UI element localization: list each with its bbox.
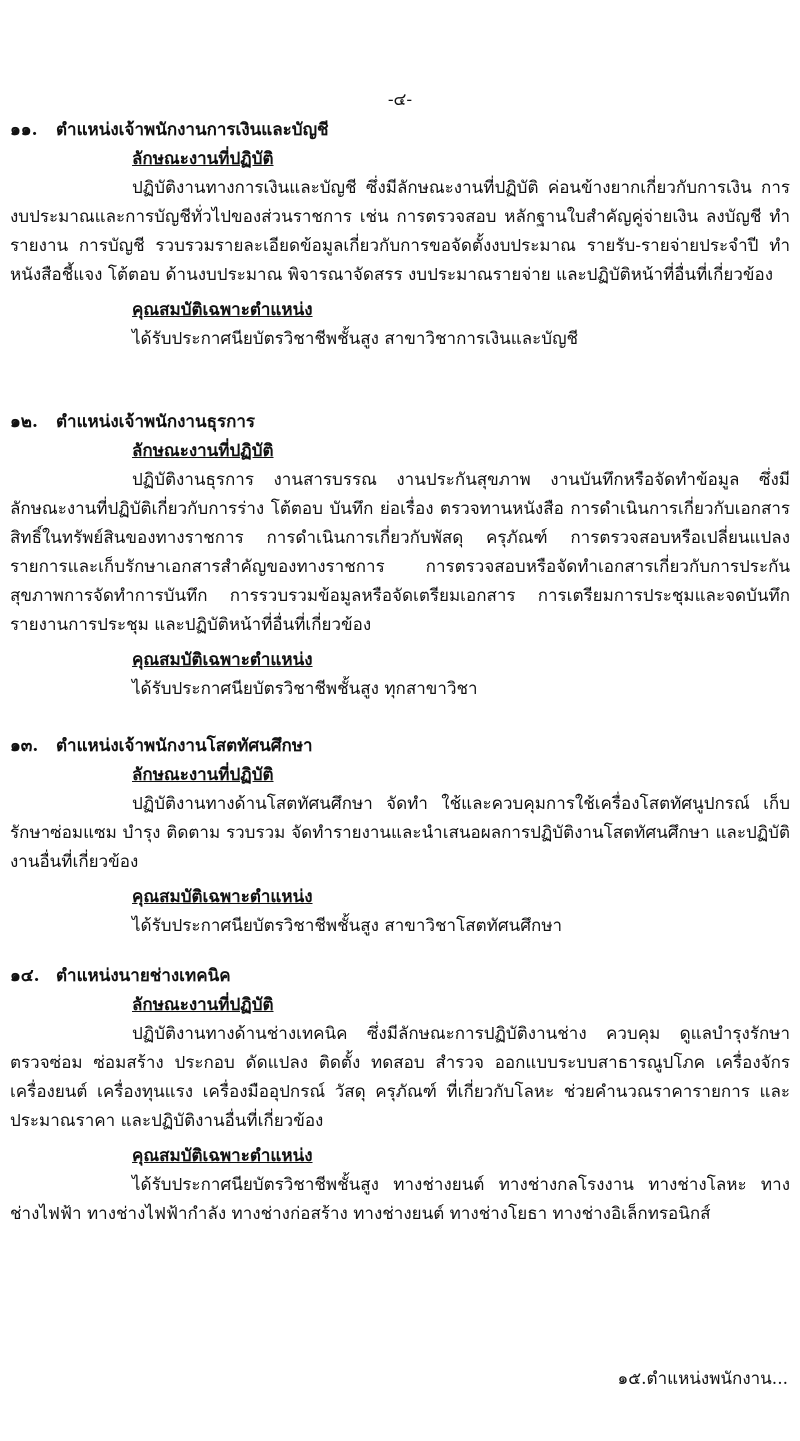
duty-heading: ลักษณะงานที่ปฏิบัติ [132,765,274,785]
qualification-heading: คุณสมบัติเฉพาะตำแหน่ง [132,1146,313,1166]
section-title: ตำแหน่งเจ้าพนักงานโสตทัศนศึกษา [56,736,313,756]
section-number: ๑๑. [10,120,38,140]
duty-heading: ลักษณะงานที่ปฏิบัติ [132,149,274,169]
duty-text: ปฏิบัติงานทางการเงินและบัญชี ซึ่งมีลักษณะงานที่ปฏิบัติ ค่อนข้างยากเกี่ยวกับการเงิน การงบประมาณและการบัญชีทั่วไปของส่วนราชการ เช่น การตรวจสอบ หลักฐานใบสำคัญคู่จ่ายเงิน ลงบัญชี ทำรายงาน การบัญชี รวบรวมรายละเอียดข้อมูลเกี่ยวกับการขอจัดตั้งงบประมาณ รายรับ-รายจ่ายประจำปี ทำหนังสือชี้แจง โต้ตอบ ด้านงบประมาณ พิจารณาจัดสรร งบประมาณรายจ่าย และปฏิบัติหน้าที่อื่นที่เกี่ยวข้อง [10,178,790,285]
section-heading [10,962,790,991]
qualification-text: ได้รับประกาศนียบัตรวิชาชีพชั้นสูง สาขาวิชาโสตทัศนศึกษา [132,916,563,936]
duty-text: ปฏิบัติงานธุรการ งานสารบรรณ งานประกันสุขภาพ งานบันทึกหรือจัดทำข้อมูล ซึ่งมีลักษณะงานที่ปฏิบัติเกี่ยวกับการร่าง โต้ตอบ บันทึก ย่อเรื่อง ตรวจทานหนังสือ การดำเนินการเกี่ยวกับเอกสารสิทธิ์ในทรัพย์สินของทางราชการ การดำเนินการเกี่ยวกับพัสดุ ครุภัณฑ์ การตรวจสอบหรือเปลี่ยนแปลงรายการและเก็บรักษาเอกสารสำคัญของทางราชการ การตรวจสอบหรือจัดทำเอกสารเกี่ยวกับการประกันสุขภาพการจัดทำการบันทึก การรวบรวมข้อมูลหรือจัดเตรียมเอกสาร การเตรียมการประชุมและจดบันทึกรายงานการประชุม และปฏิบัติหน้าที่อื่นที่เกี่ยวข้อง [10,470,790,635]
section-heading [10,732,790,761]
continuation-note: ๑๕.ตำแหน่งพนักงาน... [617,1369,788,1389]
qualification-heading: คุณสมบัติเฉพาะตำแหน่ง [132,650,313,670]
section-heading [10,116,790,145]
section-title: ตำแหน่งเจ้าพนักงานการเงินและบัญชี [56,120,329,140]
duty-text: ปฏิบัติงานทางด้านโสตทัศนศึกษา จัดทำ ใช้และควบคุมการใช้เครื่องโสตทัศนูปกรณ์ เก็บรักษาซ่อมแซม บำรุง ติดตาม รวบรวม จัดทำรายงานและนำเสนอผลการปฏิบัติงานโสตทัศนศึกษา และปฏิบัติงานอื่นที่เกี่ยวข้อง [10,794,790,872]
page-number: -๔- [387,90,413,110]
section-title: ตำแหน่งนายช่างเทคนิค [56,966,231,986]
section-heading [10,408,790,437]
qualification-text: ได้รับประกาศนียบัตรวิชาชีพชั้นสูง สาขาวิชาการเงินและบัญชี [132,329,579,349]
section-14 [10,962,790,1229]
section-number: ๑๒. [10,412,38,432]
qualification-text: ได้รับประกาศนียบัตรวิชาชีพชั้นสูง ทางช่างยนต์ ทางช่างกลโรงงาน ทางช่างโลหะ ทางช่างไฟฟ้า ทางช่างไฟฟ้ากำลัง ทางช่างก่อสร้าง ทางช่างยนต์ ทางช่างโยธา ทางช่างอิเล็กทรอนิกส์ [10,1175,790,1224]
duty-heading: ลักษณะงานที่ปฏิบัติ [132,441,274,461]
section-number: ๑๓. [10,736,39,756]
section-number: ๑๔. [10,966,40,986]
qualification-heading: คุณสมบัติเฉพาะตำแหน่ง [132,300,313,320]
qualification-heading: คุณสมบัติเฉพาะตำแหน่ง [132,887,313,907]
duty-heading: ลักษณะงานที่ปฏิบัติ [132,995,274,1015]
qualification-text: ได้รับประกาศนียบัตรวิชาชีพชั้นสูง ทุกสาขาวิชา [132,679,478,699]
section-12 [10,408,790,704]
section-13 [10,732,790,941]
section-11 [10,116,790,354]
duty-text: ปฏิบัติงานทางด้านช่างเทคนิค ซึ่งมีลักษณะการปฏิบัติงานช่าง ควบคุม ดูแลบำรุงรักษา ตรวจซ่อม ซ่อมสร้าง ประกอบ ดัดแปลง ติดตั้ง ทดสอบ สำรวจ ออกแบบระบบสาธารณูปโภค เครื่องจักรเครื่องยนต์ เครื่องทุนแรง เครื่องมืออุปกรณ์ วัสดุ ครุภัณฑ์ ที่เกี่ยวกับโลหะ ช่วยคำนวณราคารายการ และประมาณราคา และปฏิบัติงานอื่นที่เกี่ยวข้อง [10,1024,790,1131]
section-title: ตำแหน่งเจ้าพนักงานธุรการ [56,412,256,432]
